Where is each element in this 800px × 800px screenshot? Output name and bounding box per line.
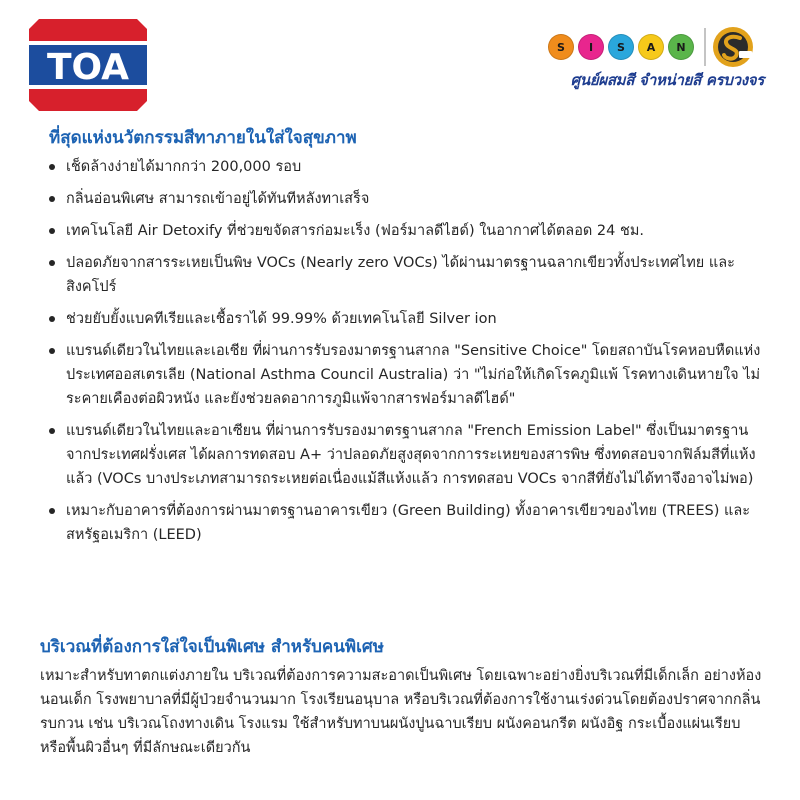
list-item: เช็ดล้างง่ายได้มากกว่า 200,000 รอบ bbox=[49, 155, 769, 179]
toa-logo bbox=[29, 19, 147, 111]
section-title-innovation: ที่สุดแห่งนวัตกรรมสีทาภายในใส่ใจสุขภาพ bbox=[49, 128, 357, 148]
section-title-usage: บริเวณที่ต้องการใส่ใจเป็นพิเศษ สำหรับคนพิเศษ bbox=[40, 637, 384, 657]
list-item: เทคโนโลยี Air Detoxify ที่ช่วยขจัดสารก่อมะเร็ง (ฟอร์มาลดีไฮด์) ในอากาศได้ตลอด 24 ชม. bbox=[49, 219, 769, 243]
sisan-letter-i: I bbox=[578, 34, 604, 60]
list-item: ช่วยยับยั้งแบคทีเรียและเชื้อราได้ 99.99% ด้วยเทคโนโลยี Silver ion bbox=[49, 307, 769, 331]
sisan-logo bbox=[548, 24, 764, 94]
sisan-letter-n: N bbox=[668, 34, 694, 60]
toa-logo-text: TOA bbox=[46, 47, 130, 88]
list-item: กลิ่นอ่อนพิเศษ สามารถเข้าอยู่ได้ทันทีหลังทาเสร็จ bbox=[49, 187, 769, 211]
list-item: ปลอดภัยจากสารระเหยเป็นพิษ VOCs (Nearly zero VOCs) ได้ผ่านมาตรฐานฉลากเขียวทั้งประเทศไทย และสิงคโปร์ bbox=[49, 251, 769, 299]
logo-divider bbox=[704, 28, 706, 66]
sisan-letter-a: A bbox=[638, 34, 664, 60]
usage-paragraph: เหมาะสำหรับทาตกแต่งภายใน บริเวณที่ต้องการความสะอาดเป็นพิเศษ โดยเฉพาะอย่างยิ่งบริเวณที่มีเด็กเล็ก อย่างห้องนอนเด็ก โรงพยาบาลที่มีผู้ป่วยจำนวนมาก โรงเรียนอนุบาล หรือบริเวณที่ต้องการใช้งานเร่งด่วนโดยต้องปราศจากกลิ่นรบกวน เช่น บริเวณโถงทางเดิน โรงแรม ใช้สำหรับทาบนผนังปูนฉาบเรียบ ผนังคอนกรีต ผนังอิฐ กระเบื้องแผ่นเรียบ หรือพื้นผิวอื่นๆ ที่มีลักษณะเดียวกัน bbox=[40, 668, 762, 756]
list-item: แบรนด์เดียวในไทยและเอเชีย ที่ผ่านการรับรองมาตรฐานสากล "Sensitive Choice" โดยสถาบันโรคหอบหืดแห่งประเทศออสเตรเลีย (National Asthma Council Australia) ว่า "ไม่ก่อให้เกิดโรคภูมิแพ้ โรคทางเดินหายใจ ไม่ระคายเคืองต่อผิวหนัง และยังช่วยลดอาการภูมิแพ้จากสารฟอร์มาลดีไฮด์" bbox=[49, 339, 769, 411]
list-item: เหมาะกับอาคารที่ต้องการผ่านมาตรฐานอาคารเขียว (Green Building) ทั้งอาคารเขียวของไทย (TREES) และสหรัฐอเมริกา (LEED) bbox=[49, 499, 769, 547]
feature-list bbox=[49, 155, 769, 555]
list-item: แบรนด์เดียวในไทยและอาเซียน ที่ผ่านการรับรองมาตรฐานสากล "French Emission Label" ซึ่งเป็นมาตรฐานจากประเทศฝรั่งเศส ได้ผลการทดสอบ A+ ว่าปลอดภัยสูงสุดจากการระเหยของสารพิษ ซึ่งทดสอบจากฟิล์มสีที่แห้งแล้ว (VOCs บางประเภทสามารถระเหยต่อเนื่องแม้สีแห้งแล้ว การทดสอบ VOCs จากสีที่ยังไม่ได้ทาจึงอาจไม่พอ) bbox=[49, 419, 769, 491]
sisan-letter-s2: S bbox=[608, 34, 634, 60]
sisan-tagline: ศูนย์ผสมสี จำหน่ายสี ครบวงจร bbox=[570, 71, 764, 89]
sisan-letter-row bbox=[548, 32, 698, 62]
sisan-letter-s: S bbox=[548, 34, 574, 60]
sisan-pro-emblem-icon bbox=[712, 26, 754, 68]
